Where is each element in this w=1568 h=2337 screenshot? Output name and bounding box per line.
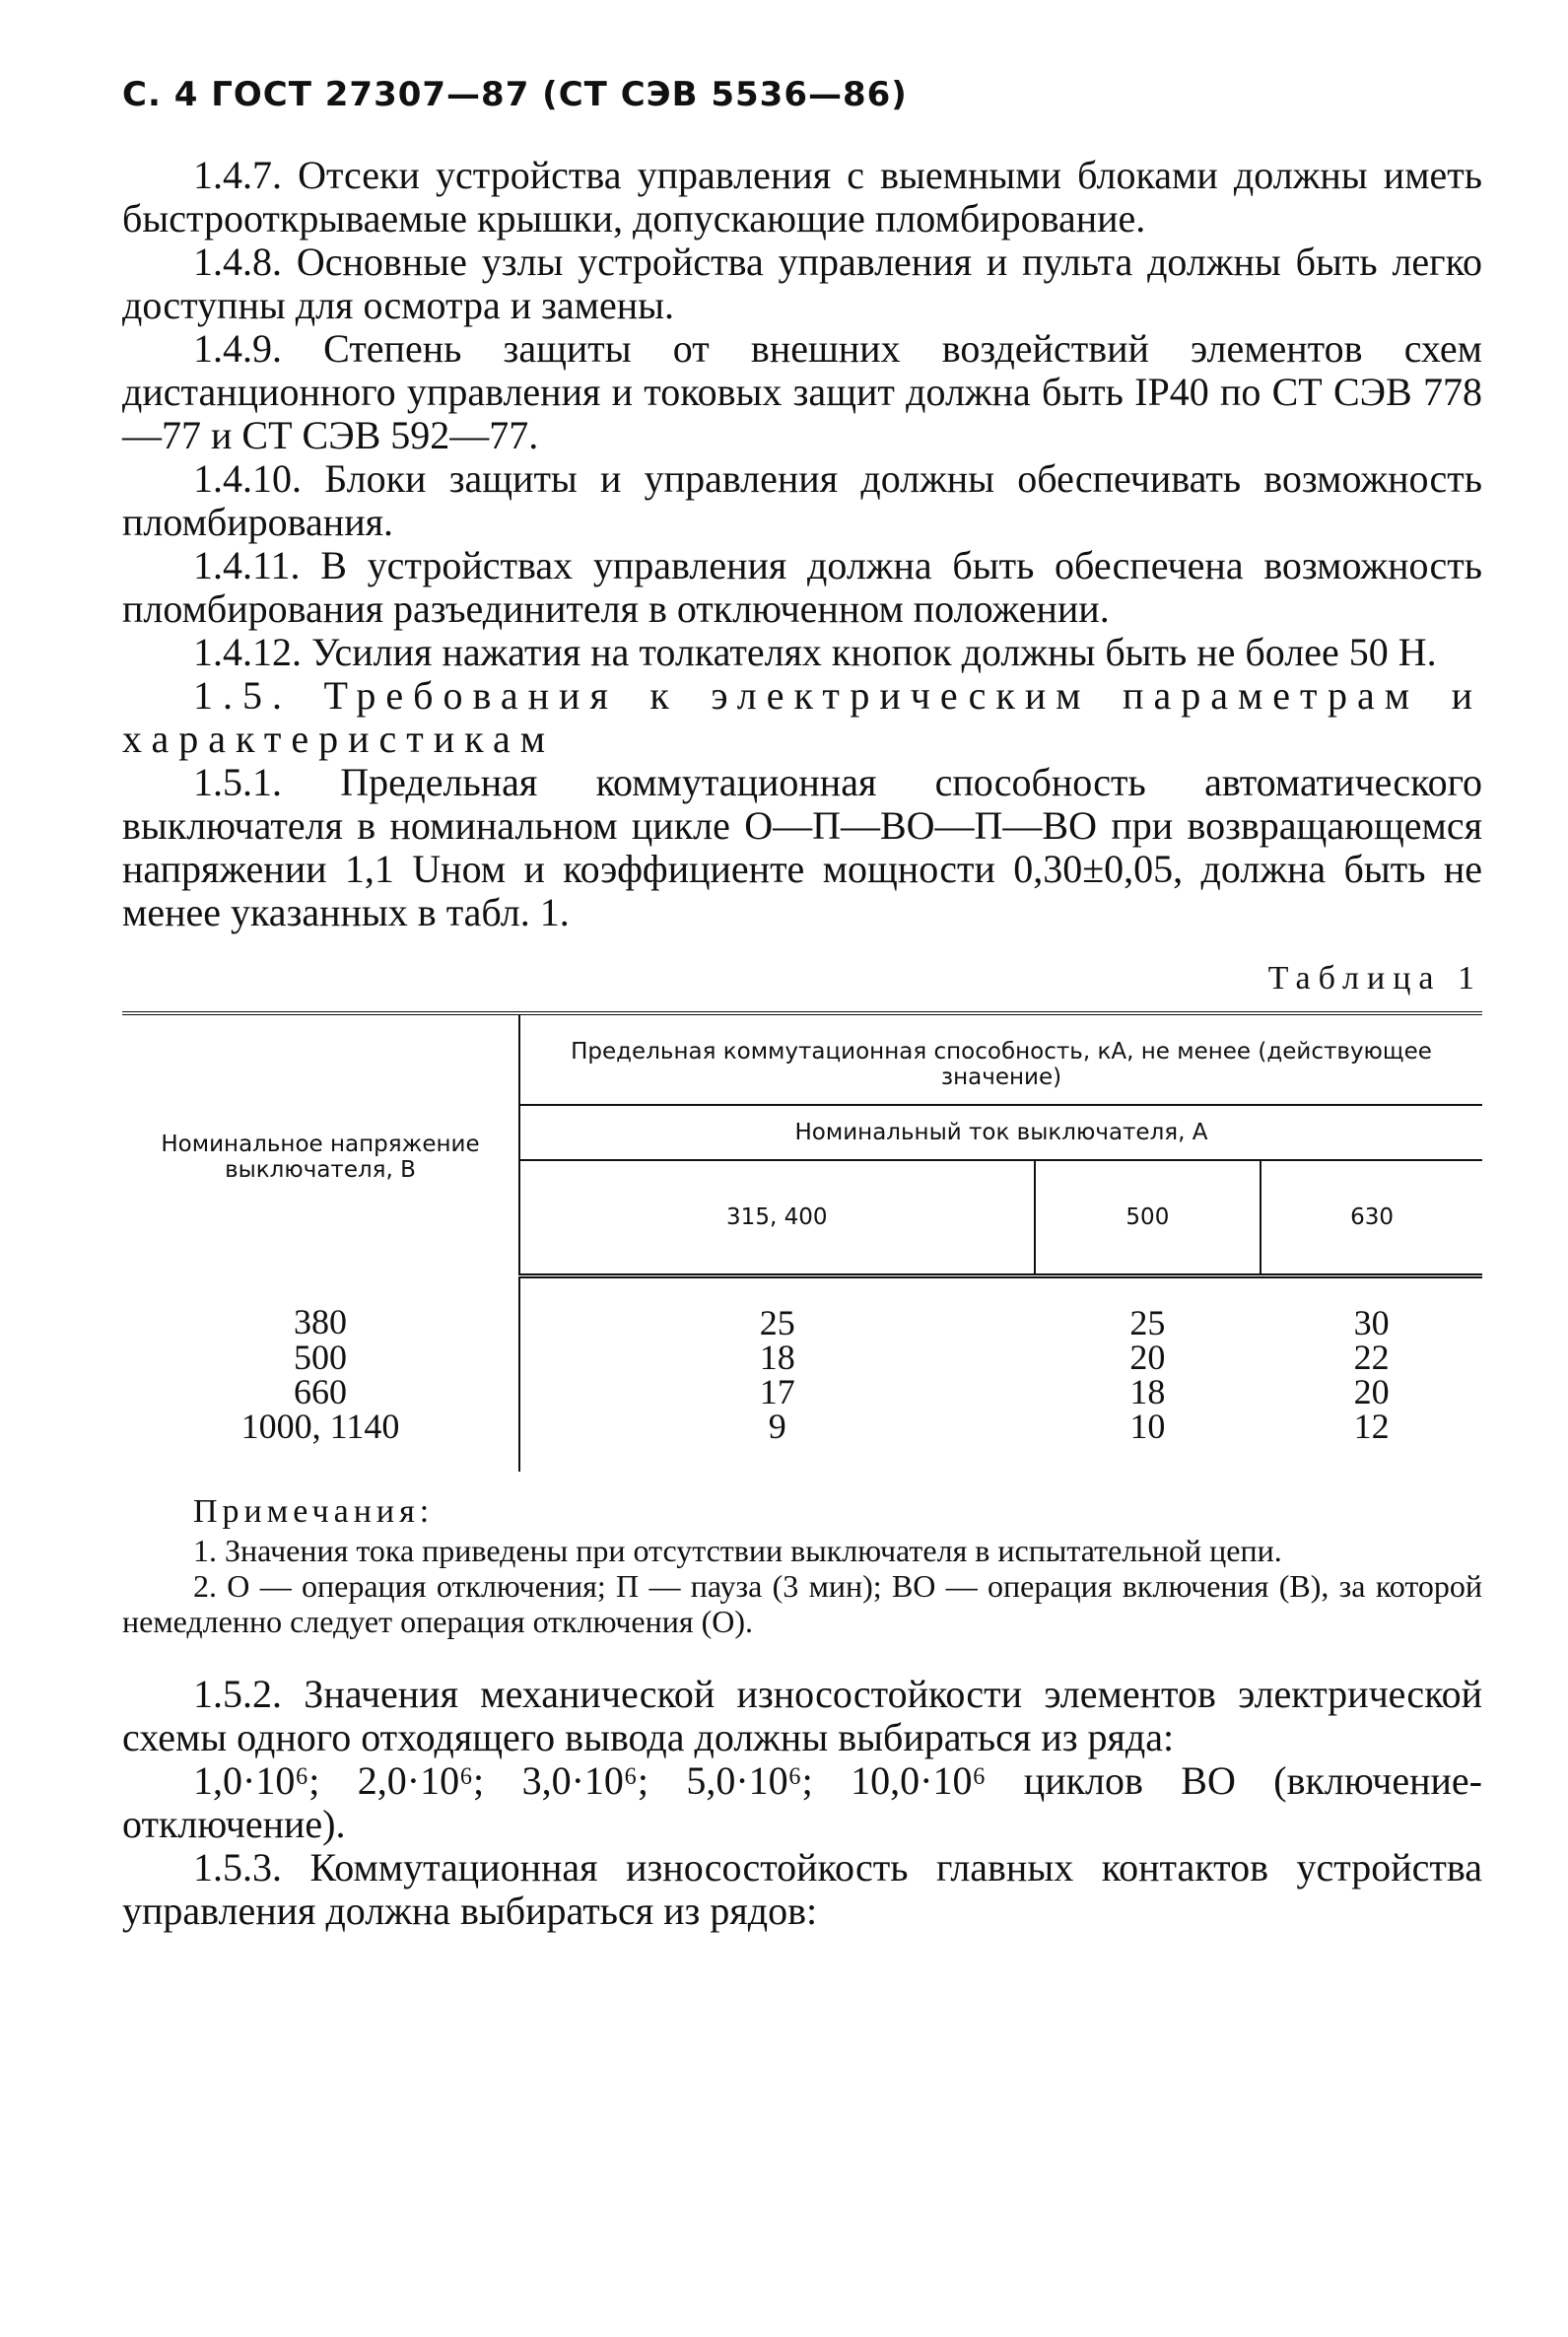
spacer: [122, 1639, 1482, 1673]
series-1-5-2: 1,0·10⁶; 2,0·10⁶; 3,0·10⁶; 5,0·10⁶; 10,0·10⁶ циклов ВО (включение-отключение).: [122, 1758, 1482, 1846]
paragraph-1-5-1: 1.5.1. Предельная коммутационная способность автоматического выключателя в номинальном цикле О—П—ВО—П—ВО при возвращающемся напряжении 1,1 Uном и коэффициенте мощности 0,30±0,05, должна быть не менее указанных в табл. 1.: [122, 760, 1482, 934]
section-heading-1-5: 1.5. Требования к электрическим параметрам и характеристикам: [122, 673, 1482, 761]
document-page: [122, 75, 1482, 1933]
table-caption: Таблица 1: [1267, 960, 1482, 997]
table-row: [122, 1340, 1482, 1375]
table-cell: 25: [759, 1303, 795, 1342]
paragraph-1-5-2: 1.5.2. Значения механической износостойкости элементов электрической схемы одного отходящего вывода должны выбираться из ряда:: [122, 1672, 1482, 1759]
table-1: [122, 1011, 1482, 1472]
table-sub-header: Номинальный ток выключателя, А: [519, 1105, 1482, 1160]
note-1: 1. Значения тока приведены при отсутствии выключателя в испытательной цепи.: [193, 1533, 1282, 1568]
table-cell: 18: [759, 1338, 795, 1377]
table-cell: 18: [1129, 1372, 1166, 1411]
paragraph-1-5-3: 1.5.3. Коммутационная износостойкость главных контактов устройства управления должна выбираться из рядов:: [122, 1845, 1482, 1933]
table-cell: 660: [122, 1375, 519, 1409]
table-cell: 9: [768, 1407, 786, 1446]
table-cell: 17: [759, 1372, 795, 1411]
paragraph-1-4-9: 1.4.9. Степень защиты от внешних воздействий элементов схем дистанционного управления и токовых защит должна быть IP40 по СТ СЭВ 778—77 и СТ СЭВ 592—77.: [122, 326, 1482, 457]
table-cell: 380: [122, 1276, 519, 1341]
paragraph-1-4-10: 1.4.10. Блоки защиты и управления должны обеспечивать возможность пломбирования.: [122, 456, 1482, 544]
table-cell: 20: [1129, 1338, 1166, 1377]
table-col-header: 315, 400: [519, 1160, 1035, 1276]
table-cell: 30: [1353, 1303, 1390, 1342]
table-cell: 25: [1129, 1303, 1166, 1342]
table-row: [122, 1375, 1482, 1409]
paragraph-1-4-12: 1.4.12. Усилия нажатия на толкателях кнопок должны быть не более 50 Н.: [193, 630, 1437, 674]
page-header: С. 4 ГОСТ 27307—87 (СТ СЭВ 5536—86): [122, 75, 908, 114]
table-row-header: Номинальное напряжение выключателя, В: [122, 1013, 519, 1276]
notes-title: Примечания:: [193, 1493, 435, 1530]
paragraph-1-4-11: 1.4.11. В устройствах управления должна быть обеспечена возможность пломбирования разъединителя в отключенном положении.: [122, 543, 1482, 631]
table-col-header: 500: [1035, 1160, 1261, 1276]
table-row: [122, 1409, 1482, 1472]
note-2: 2. О — операция отключения; П — пауза (3 мин); ВО — операция включения (В), за которой немедленно следует операция отключения (О).: [122, 1568, 1482, 1639]
table-cell: 500: [122, 1340, 519, 1375]
table-cell: 10: [1129, 1407, 1166, 1446]
table-cell: 12: [1353, 1407, 1390, 1446]
table-cell: 22: [1353, 1338, 1390, 1377]
table-group-header: Предельная коммутационная способность, кА, не менее (действующее значение): [519, 1013, 1482, 1105]
table-cell: 1000, 1140: [122, 1409, 519, 1472]
paragraph-1-4-8: 1.4.8. Основные узлы устройства управления и пульта должны быть легко доступны для осмотра и замены.: [122, 240, 1482, 327]
table-col-header: 630: [1261, 1160, 1482, 1276]
paragraph-1-4-7: 1.4.7. Отсеки устройства управления с выемными блоками должны иметь быстрооткрываемые крышки, допускающие пломбирование.: [122, 153, 1482, 241]
table-cell: 20: [1353, 1372, 1390, 1411]
table-row: [122, 1276, 1482, 1341]
